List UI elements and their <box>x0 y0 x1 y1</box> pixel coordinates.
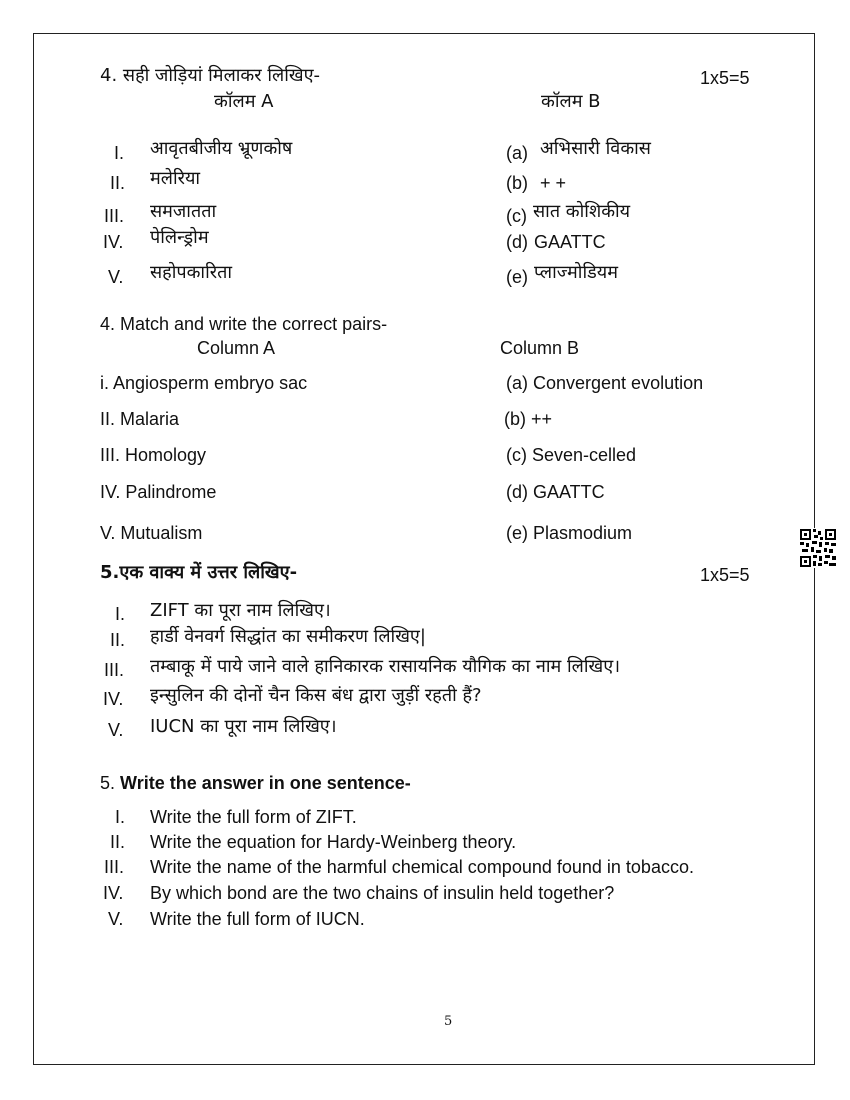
q4-english-row-a: V. Mutualism <box>100 523 203 543</box>
q4-hindi-row-b: GAATTC <box>534 232 606 252</box>
q4-hindi-row-num: III. <box>104 206 125 226</box>
q4-english-column-a-title: Column A <box>197 338 276 358</box>
q4-english-row-b: (e) Plasmodium <box>506 523 633 543</box>
q4-hindi-row-b-letter: (c) <box>506 206 527 226</box>
q4-english-heading: 4. Match and write the correct pairs- <box>100 314 388 334</box>
q4-hindi-row-b: प्लाज्मोडियम <box>534 262 618 283</box>
q4-hindi-row-b-letter: (a) <box>506 143 528 163</box>
q5-english-item-text: Write the equation for Hardy-Weinberg theory. <box>150 832 517 852</box>
q4-english-row-b: (d) GAATTC <box>506 482 605 502</box>
q4-hindi-row-a: सहोपकारिता <box>150 262 233 283</box>
q5-hindi-item-text: ZIFT का पूरा नाम लिखिए। <box>150 600 331 621</box>
q4-hindi-row-b-letter: (b) <box>506 173 528 193</box>
q5-hindi-item-num: V. <box>108 720 124 740</box>
q4-hindi-row-a: समजातता <box>150 201 217 222</box>
q4-hindi-row-b: अभिसारी विकास <box>540 138 651 159</box>
qr-code-icon <box>799 528 837 568</box>
q5-hindi-heading: 5.एक वाक्य में उत्तर लिखिए- <box>100 562 298 583</box>
q4-hindi-column-a-title: कॉलम A <box>214 91 274 112</box>
page-number: 5 <box>444 1014 453 1029</box>
q5-english-heading-text: Write the answer in one sentence- <box>120 773 411 793</box>
q4-hindi-row-num: I. <box>114 143 125 163</box>
q5-hindi-item-text: IUCN का पूरा नाम लिखिए। <box>150 716 337 737</box>
q5-english-item-num: IV. <box>103 883 124 903</box>
q5-english-heading-num: 5. <box>100 773 116 793</box>
q4-english-row-a: i. Angiosperm embryo sac <box>100 373 308 393</box>
q4-hindi-heading: 4. सही जोड़ियां मिलाकर लिखिए- <box>100 65 321 86</box>
q4-english-row-a: IV. Palindrome <box>100 482 217 502</box>
q4-hindi-row-b: + + <box>540 173 567 193</box>
q4-hindi-row-b: सात कोशिकीय <box>533 201 631 222</box>
q4-hindi-row-a: पेलिन्ड्रोम <box>150 227 209 248</box>
q4-hindi-row-b-letter: (d) <box>506 232 528 252</box>
q5-hindi-item-num: III. <box>104 660 125 680</box>
q4-hindi-row-a: आवृतबीजीय भ्रूणकोष <box>150 138 293 159</box>
q4-hindi-row-num: IV. <box>103 232 124 252</box>
q5-hindi-item-num: IV. <box>103 689 124 709</box>
q4-hindi-column-b-title: कॉलम B <box>541 91 601 112</box>
q5-english-item-text: Write the full form of IUCN. <box>150 909 365 929</box>
q5-hindi-item-num: I. <box>115 604 126 624</box>
q5-english-item-text: Write the name of the harmful chemical compound found in tobacco. <box>150 857 694 877</box>
q5-english-heading <box>100 772 411 794</box>
q4-hindi-row-num: V. <box>108 267 124 287</box>
q5-english-item-num: I. <box>115 807 126 827</box>
q4-marks: 1x5=5 <box>700 68 750 88</box>
q5-english-item-num: II. <box>110 832 126 852</box>
q4-english-row-b: (c) Seven-celled <box>506 445 637 465</box>
q5-hindi-item-text: इन्सुलिन की दोनों चैन किस बंध द्वारा जुड़ीं रहती हैं? <box>150 685 482 706</box>
q5-hindi-item-text: तम्बाकू में पाये जाने वाले हानिकारक रासायनिक यौगिक का नाम लिखिए। <box>150 656 621 677</box>
q4-english-row-a: II. Malaria <box>100 409 180 429</box>
q4-english-row-b: (a) Convergent evolution <box>506 373 704 393</box>
q5-marks: 1x5=5 <box>700 565 750 585</box>
q4-english-row-b: (b) ++ <box>504 409 553 429</box>
q5-english-item-num: III. <box>104 857 125 877</box>
q5-english-item-text: Write the full form of ZIFT. <box>150 807 357 827</box>
q4-english-row-a: III. Homology <box>100 445 207 465</box>
q5-hindi-item-text: हार्डी वेनवर्ग सिद्धांत का समीकरण लिखिए| <box>150 626 426 647</box>
q4-hindi-row-num: II. <box>110 173 126 193</box>
q4-english-column-b-title: Column B <box>500 338 580 358</box>
q4-hindi-row-a: मलेरिया <box>150 168 201 189</box>
q4-hindi-row-b-letter: (e) <box>506 267 528 287</box>
q5-english-item-text: By which bond are the two chains of insulin held together? <box>150 883 615 903</box>
q5-english-item-num: V. <box>108 909 124 929</box>
q5-hindi-item-num: II. <box>110 630 126 650</box>
